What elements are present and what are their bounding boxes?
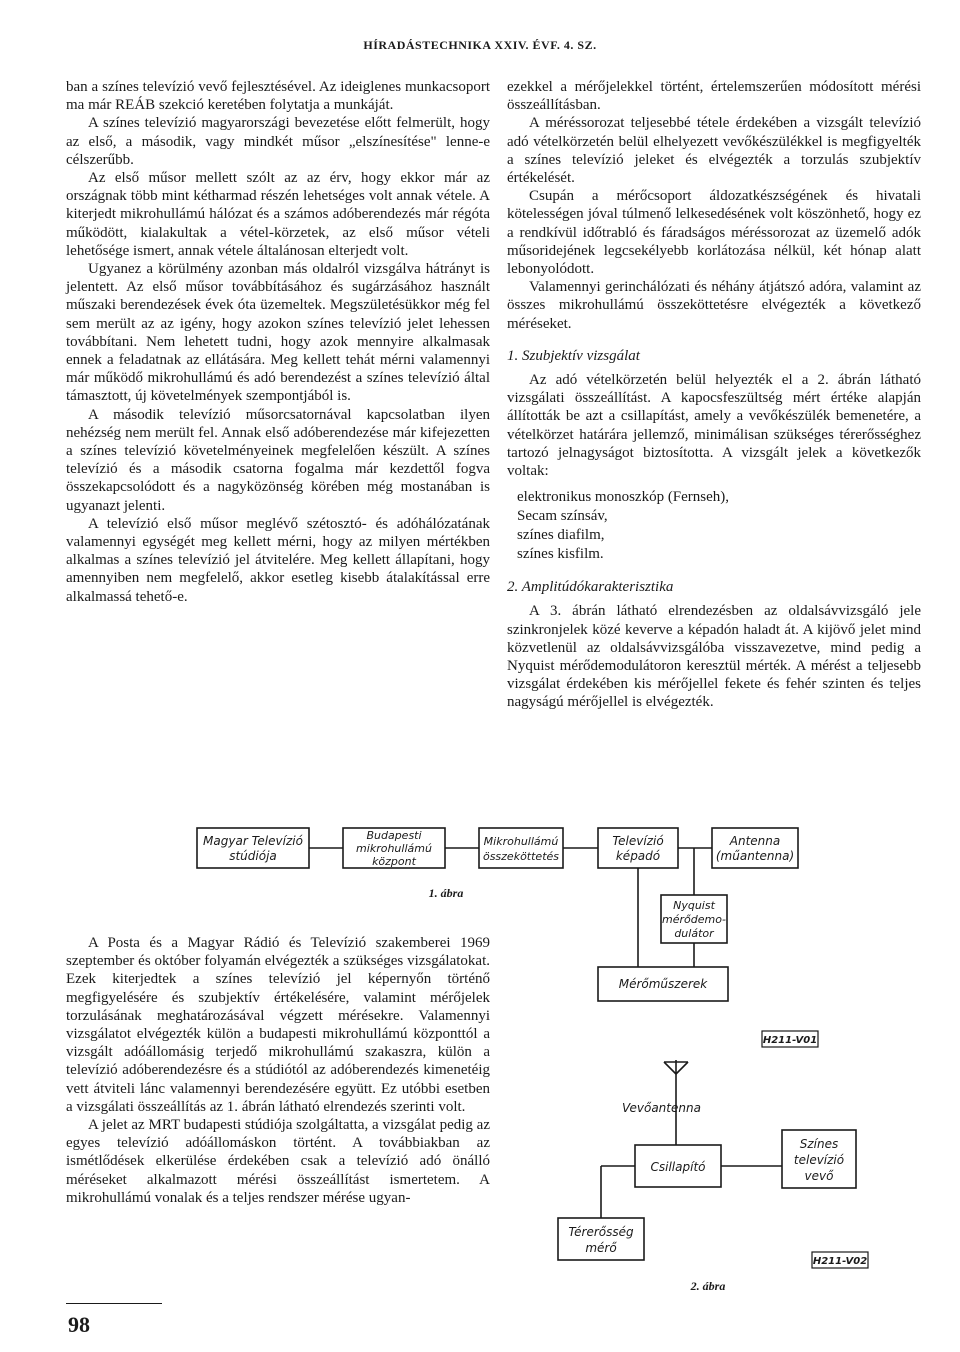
fig1-osszekottetes-2: összeköttetés <box>482 850 560 863</box>
paragraph: A televízió első műsor meglévő szétosztó- és adóhálózatának valamennyi egységét meg kellett mérni, hogy az milyen mértékben alkalmas a színes televízió jel átvitelére. Meg kellett állapítani, hogy amennyiben nem megfelelő, akkor esetleg kisebb átalakítással erre alkalmassá tehető-e. <box>66 515 490 605</box>
fig1-kozpont-2: mikrohullámú <box>356 842 432 855</box>
fig2-tererosseg-2: mérő <box>585 1241 617 1255</box>
fig1-antenna-2: (műantenna) <box>715 849 795 863</box>
paragraph: Az első műsor mellett szólt az az érv, hogy ekkor már az országnak több mint kétharmad részén lehetséges volt annak vétele. A kiterjedt mikrohullámú hálózat és a számos adóberendezés már régóta működött, kialakultak a vétel-körzetek, az első műsor vételi lehetősége ismert, annak vétele általánosan elterjedt volt. <box>66 170 490 259</box>
fig1-caption: 1. ábra <box>428 886 464 900</box>
fig1-meromuszerek: Mérőműszerek <box>618 977 708 991</box>
fig2-csillapito: Csillapító <box>650 1160 706 1174</box>
paragraph: Csupán a mérőcsoport áldozatkészségének és hivatali kötelességen jóval túlmenő lelkesedésének volt köszönhető, hogy ez a rendkívül időtrabló és fáradságos méréssorozat az üzemelő adók műsoridejének legcsekélyebb korlátozása nélkül, két hónap alatt lebonyolódott. <box>507 188 921 278</box>
figure-2-diagram <box>500 1050 920 1300</box>
fig2-code: H211-V02 <box>812 1256 868 1267</box>
fig2-tererosseg-1: Térerősség <box>568 1225 634 1239</box>
fig1-nyquist-3: dulátor <box>674 927 714 940</box>
fig2-vevo-2: televízió <box>793 1153 845 1167</box>
fig2-caption: 2. ábra <box>690 1279 726 1293</box>
page-number: 98 <box>68 1312 90 1337</box>
fig1-kozpont-1: Budapesti <box>366 829 422 842</box>
paragraph: ban a színes televízió vevő fejlesztésével. Az ideiglenes munkacsoport ma már REÁB szekció keretében folytatja a munkáját. <box>66 79 490 114</box>
paragraph: A 3. ábrán látható elrendezésben az oldalsávvizsgáló jele szinkronjelek közé keverve a képadón haladt át. A kijövő jelet mind közvetlenül az oldalsávvizsgálóba visszavezetve, mind pedig a Nyquist mérődemodulátoron keresztül mérték. A mérést a teljesebb vizsgálat érdekében kis mérőjellel fekete és fehér szinten és teljes nagyságú mérőjellel is elvégezték. <box>507 603 921 711</box>
fig1-nyquist-1: Nyquist <box>673 899 715 912</box>
paragraph: Ugyanez a körülmény azonban más oldalról vizsgálva hátrányt is jelentett. Az első műsor továbbításához és sugárzásához használt műszaki berendezések évek óta üzemeltek. Megszületésükkor még fel sem merült az az igény, hogy azokon színes televízió jelet lehessen továbbítani. Nem lehetett tudni, hogy azok mennyire alkalmasak ennek a feladatnak az ellátására. Meg kellett tehát mérni valamennyi már működő mikrohullámú és adó berendezést a színes televízió által támasztott, új követelmények szempontjából is. <box>66 261 490 405</box>
paragraph: A jelet az MRT budapesti stúdiója szolgáltatta, a vizsgálat pedig az egyes televízió adóállomáskon történt. A továbbiakban az ismétlődések elkerülése érdekében csak a televízió adó önálló méréseket alkalmazott mérési összeállítást ismertetem. A mikrohullámú vonalak és a teljes rendszer mérése ugyan- <box>66 1117 490 1206</box>
paragraph: A Posta és a Magyar Rádió és Televízió szakemberei 1969 szeptember és október folyamán elvégezték a szükséges vizsgálatokat. Ezek kiterjedtek a színes televízió jel képernyőn történő megfigyelésére és szubjektív értékelésére, valamint mérőjelek torzulásának meghatározásával végzett mérésekre. Valamennyi vizsgálatot elvégezték külön a budapesti mikrohullámú központtól a vizsgált adóállomásig terjedő mikrohullámú szakaszra, külön a televízió adóberendezésre és a stúdiótól az adóberendezés kimenetéig vett átviteli lánc valamennyi berendezésére együtt. Ez utóbbi esetben a vizsgálati összeállítás az 1. ábrán látható elrendezés szerinti volt. <box>66 935 490 1115</box>
journal-header: HÍRADÁSTECHNIKA XXIV. ÉVF. 4. SZ. <box>363 38 597 52</box>
fig1-nyquist-2: mérődemo- <box>662 913 726 926</box>
fig1-studio-2: stúdiója <box>229 849 277 863</box>
fig1-studio-1: Magyar Televízió <box>203 834 303 848</box>
paragraph: Az adó vételkörzetén belül helyezték el a 2. ábrán látható vizsgálati összeállítást. A kapocsfeszültség mért értéke alapján állították be azt a csillapítást, amely a vevőkészülék bemenetére, a vételkörzet határára jellemző, minimálisan szükséges térerősséghez tartozó jelnagyságot biztosította. A vizsgált jelek a következők voltak: <box>507 372 921 480</box>
paragraph: A második televízió műsorcsatornával kapcsolatban ilyen nehézség nem merült fel. Annak első adóberendezése már kifejezetten a színes televízió követelményeinek megfelelően készült. A színes televízió és a második csatorna fogalma már kezdettől fogva összekapcsolódott és a nagyközönség körében még mostanában is ugyanazt jelenti. <box>66 406 490 514</box>
fig1-osszekottetes-1: Mikrohullámú <box>483 835 559 848</box>
list-item: Secam színsáv, <box>517 508 608 525</box>
list-item: színes diafilm, <box>517 527 605 544</box>
fig1-antenna-1: Antenna <box>729 834 781 848</box>
section-heading-2: 2. Amplitúdókarakterisztika <box>507 579 674 596</box>
paragraph: Valamennyi gerinchálózati és néhány átjátszó adóra, valamint az összes mikrohullámú összeköttetésre elvégezték a következő méréseket. <box>507 279 921 332</box>
fig1-code: H211-V01 <box>762 1035 818 1046</box>
left-column-bottom <box>66 934 490 1207</box>
section-heading-1: 1. Szubjektív vizsgálat <box>507 347 640 364</box>
fig2-vevo-3: vevő <box>804 1169 834 1183</box>
fig1-kepado-2: képadó <box>615 849 661 863</box>
fig2-vevo-1: Színes <box>799 1137 839 1151</box>
paragraph: A méréssorozat teljesebbé tétele érdekében a vizsgált televízió adó vételkörzetén belül elhelyezett vevőkészülékkel is megfigyelték a színes televízió jeleket és elvégezték a torzulás szubjektív értékelését. <box>507 115 921 187</box>
fig1-kepado-1: Televízió <box>612 834 664 848</box>
list-item: elektronikus monoszkóp (Fernseh), <box>517 489 730 506</box>
fig2-vevoantenna: Vevőantenna <box>622 1101 701 1115</box>
paragraph: ezekkel a mérőjelekkel történt, értelemszerűen módosított mérési összeállításban. <box>507 79 921 114</box>
paragraph: A színes televízió magyarországi bevezetése előtt felmerült, hogy az első, a második, vagy mindkét műsor „elszínesítése" lenne-e célszerűbb. <box>66 115 490 168</box>
fig1-kozpont-3: központ <box>372 855 416 868</box>
list-item: színes kisfilm. <box>517 546 604 563</box>
page-number-rule <box>66 1303 162 1304</box>
